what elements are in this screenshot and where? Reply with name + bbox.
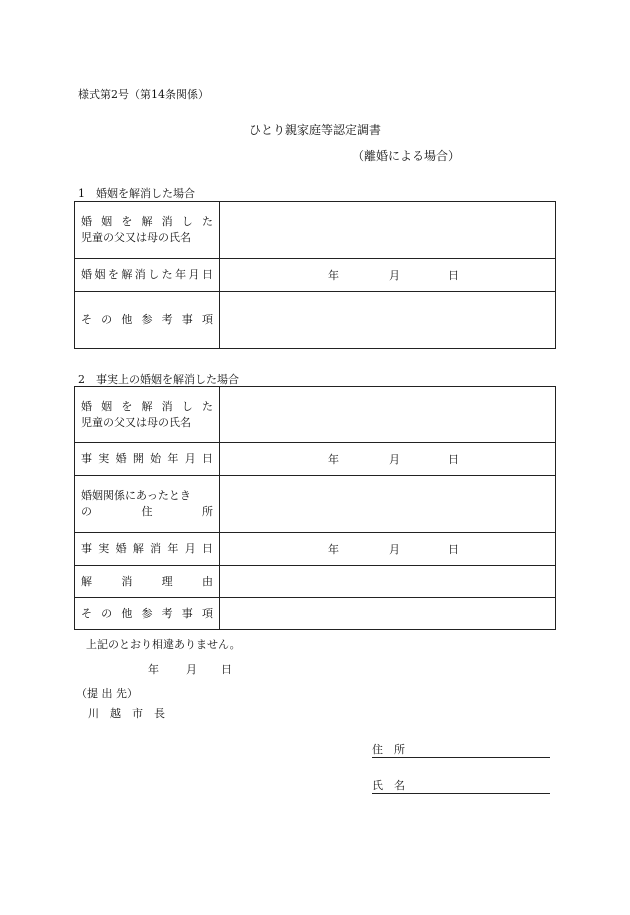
- month-unit: 月: [389, 453, 400, 466]
- submit-to-recipient: 川 越 市 長: [88, 707, 165, 720]
- cohabitation-start-date-field[interactable]: [220, 443, 556, 476]
- day-unit: 日: [221, 663, 232, 676]
- section2-table: [74, 386, 556, 630]
- field-label: [75, 202, 220, 259]
- year-unit: 年: [328, 543, 339, 556]
- declaration-statement: 上記のとおり相違ありません。: [86, 638, 241, 651]
- year-unit: 年: [148, 663, 159, 676]
- year-unit: 年: [328, 269, 339, 282]
- divorce-date-field[interactable]: [220, 259, 556, 292]
- label-line: 児童の父又は母の氏名: [81, 415, 191, 429]
- submit-to-label: （提 出 先）: [76, 687, 138, 700]
- field-label: [75, 387, 220, 443]
- label-line: 解 消 理 由: [81, 574, 213, 588]
- section2-title: 2 事実上の婚姻を解消した場合: [78, 373, 239, 386]
- table-row: [75, 533, 556, 566]
- year-unit: 年: [328, 453, 339, 466]
- name-signature-field[interactable]: [372, 777, 550, 794]
- table-row: [75, 598, 556, 630]
- label-line: 婚姻関係にあったとき: [81, 489, 191, 502]
- parent-name-field[interactable]: [220, 387, 556, 443]
- section1-table: [74, 201, 556, 349]
- section1-title: 1 婚姻を解消した場合: [78, 187, 195, 200]
- name-label: 氏 名: [372, 779, 405, 792]
- document-title: ひとり親家庭等認定調書: [248, 123, 381, 137]
- field-label: [75, 533, 220, 566]
- label-line: の 住 所: [81, 505, 213, 518]
- label-line: そ の 他 参 考 事 項: [81, 606, 213, 620]
- day-unit: 日: [448, 453, 459, 466]
- parent-name-field[interactable]: [220, 202, 556, 259]
- month-unit: 月: [389, 269, 400, 282]
- table-row: [75, 292, 556, 349]
- label-line: そ の 他 参 考 事 項: [81, 313, 213, 326]
- form-number: 様式第2号（第14条関係）: [78, 88, 209, 101]
- label-line: 婚 姻 を 解 消 し た: [81, 399, 213, 413]
- address-label: 住 所: [372, 743, 405, 756]
- label-line: 婚 姻 を 解 消 し た: [81, 215, 213, 228]
- table-row: [75, 566, 556, 598]
- label-line: 婚 姻 を 解 消 し た 年 月 日: [81, 268, 213, 281]
- table-row: [75, 259, 556, 292]
- table-row: [75, 443, 556, 476]
- table-row: [75, 476, 556, 533]
- label-line: 児童の父又は母の氏名: [81, 231, 191, 244]
- notes-field[interactable]: [220, 292, 556, 349]
- label-line: 事 実 婚 開 始 年 月 日: [81, 452, 213, 465]
- table-row: [75, 387, 556, 443]
- field-label: [75, 292, 220, 349]
- address-signature-field[interactable]: [372, 741, 550, 758]
- dissolution-reason-field[interactable]: [220, 566, 556, 598]
- field-label: [75, 566, 220, 598]
- field-label: [75, 259, 220, 292]
- day-unit: 日: [448, 543, 459, 556]
- field-label: [75, 443, 220, 476]
- document-subtitle: （離婚による場合）: [352, 149, 461, 163]
- day-unit: 日: [448, 269, 459, 282]
- month-unit: 月: [389, 543, 400, 556]
- label-line: 事 実 婚 解 消 年 月 日: [81, 542, 213, 555]
- address-during-marriage-field[interactable]: [220, 476, 556, 533]
- notes-field[interactable]: [220, 598, 556, 630]
- month-unit: 月: [186, 663, 197, 676]
- field-label: [75, 598, 220, 630]
- table-row: [75, 202, 556, 259]
- cohabitation-end-date-field[interactable]: [220, 533, 556, 566]
- field-label: [75, 476, 220, 533]
